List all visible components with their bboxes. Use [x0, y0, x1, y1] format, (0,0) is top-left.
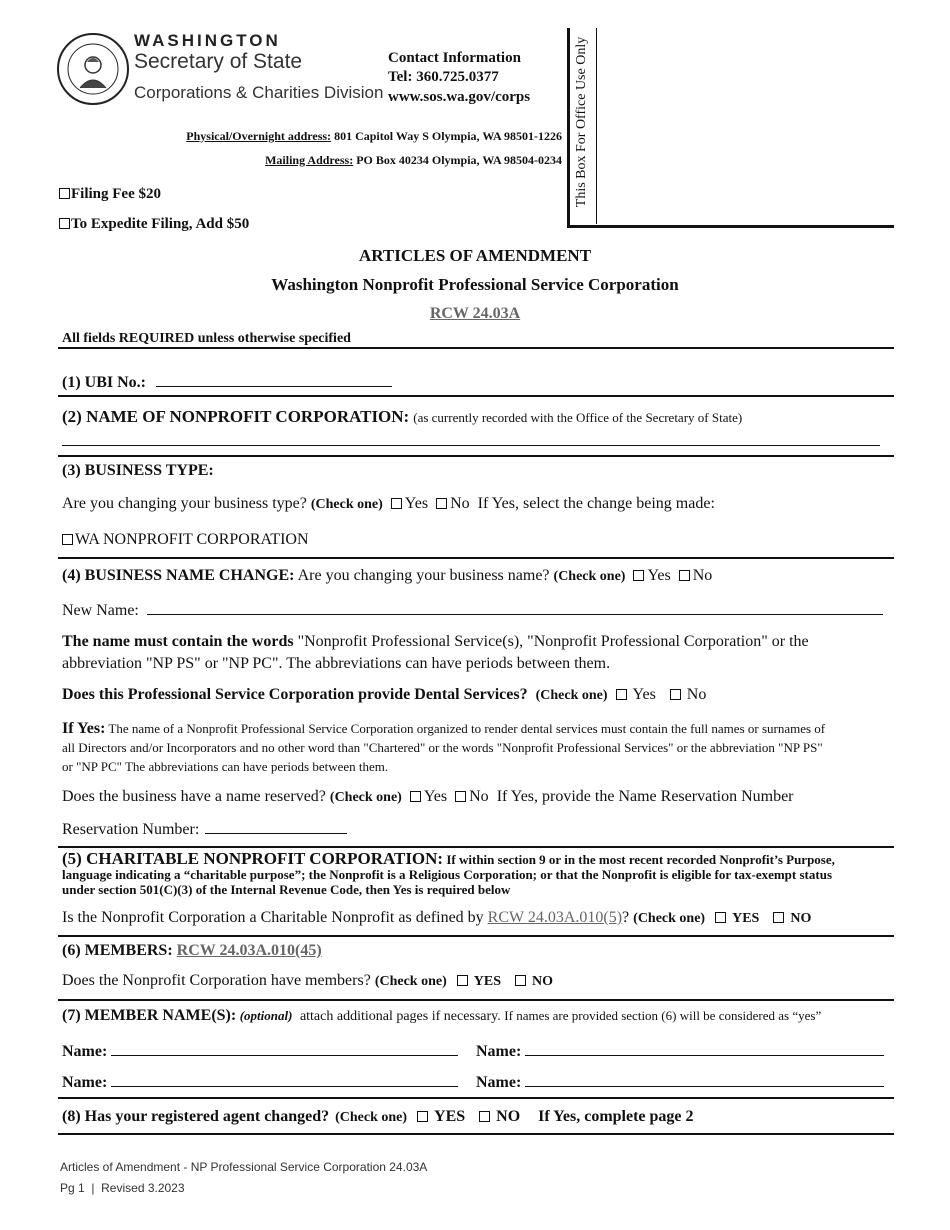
rcw-link[interactable]: RCW 24.03A — [429, 305, 521, 322]
charitable-section: (5) CHARITABLE NONPROFIT CORPORATION: If within section 9 or in the most recent recorded Nonprofit’s Purpose, language indicating a “charitable purpose”; the Nonprofit is a Religious Corporation; or that the Nonprofit is eligible for tax-exempt status under section 501(C)(3) of the Internal Revenue Code, then Yes is required below — [62, 849, 835, 897]
physical-value: 801 Capitol Way S Olympia, WA 98501-1226 — [334, 129, 562, 143]
agent-question: (8) Has your registered agent changed? (Check one) YES NO If Yes, complete page 2 — [62, 1108, 694, 1125]
new-name-field: New Name: — [62, 601, 883, 620]
form-title: ARTICLES OF AMENDMENT — [358, 246, 592, 265]
footer-page: Pg 1 | Revised 3.2023 — [60, 1181, 185, 1195]
charitable-yes-checkbox[interactable] — [715, 912, 726, 923]
name-requirement: The name must contain the words "Nonprofit Professional Service(s), "Nonprofit Professional Corporation" or the abbreviation "NP PS" or "NP PC". The abbreviations can have periods between them. — [62, 633, 809, 672]
state-seal — [56, 32, 130, 106]
mailing-address — [265, 153, 562, 168]
divider — [58, 557, 894, 559]
ubi-label: (1) UBI No.: — [62, 373, 392, 392]
name-change-no-checkbox[interactable] — [679, 570, 690, 581]
physical-label: Physical/Overnight address: — [186, 129, 332, 143]
business-type-yes-checkbox[interactable] — [391, 498, 402, 509]
reserved-yes-checkbox[interactable] — [410, 791, 421, 802]
member-name-3: Name: — [62, 1073, 458, 1092]
agent-no-checkbox[interactable] — [479, 1111, 490, 1122]
name-section — [62, 407, 742, 427]
filing-fee-checkbox[interactable] — [59, 188, 70, 199]
reservation-number-field: Reservation Number: — [62, 820, 347, 839]
physical-address — [186, 129, 562, 144]
divider — [58, 455, 894, 457]
member-name-4: Name: — [476, 1073, 884, 1092]
member-name-input[interactable] — [525, 1042, 884, 1056]
office-use-label: This Box For Office Use Only — [574, 36, 589, 208]
office-use-box — [567, 28, 894, 228]
contact-tel: Tel: 360.725.0377 — [388, 69, 499, 85]
name-label: (2) NAME OF NONPROFIT CORPORATION: — [62, 407, 410, 426]
members-header: (6) MEMBERS: RCW 24.03A.010(45) — [62, 942, 322, 959]
divider — [58, 347, 894, 349]
charitable-rcw-link[interactable]: RCW 24.03A.010(5) — [487, 909, 623, 926]
agent-yes-checkbox[interactable] — [417, 1111, 428, 1122]
contact-title: Contact Information — [388, 50, 521, 66]
dental-yes-checkbox[interactable] — [616, 689, 627, 700]
filing-fee: Filing Fee $20 — [56, 186, 161, 203]
reserved-question: Does the business have a name reserved? (Check one) Yes No If Yes, provide the Name Reservation Number — [62, 788, 794, 805]
business-type-no-checkbox[interactable] — [436, 498, 447, 509]
wa-nonprofit-checkbox[interactable] — [62, 534, 73, 545]
divider — [58, 999, 894, 1001]
name-note: (as currently recorded with the Office of the Secretary of State) — [413, 410, 743, 425]
dental-no-checkbox[interactable] — [670, 689, 681, 700]
state-word: WASHINGTON — [134, 31, 281, 50]
members-question: Does the Nonprofit Corporation have members? (Check one) YES NO — [62, 972, 553, 989]
contact-web[interactable]: www.sos.wa.gov/corps — [388, 89, 531, 105]
reserved-no-checkbox[interactable] — [455, 791, 466, 802]
name-change-yes-checkbox[interactable] — [633, 570, 644, 581]
name-change-section: (4) BUSINESS NAME CHANGE: Are you changing your business name? (Check one) Yes No — [62, 567, 713, 584]
members-no-checkbox[interactable] — [515, 975, 526, 986]
ubi-input[interactable] — [156, 373, 392, 387]
reservation-number-input[interactable] — [205, 820, 347, 834]
dental-question: Does this Professional Service Corporation provide Dental Services? (Check one) Yes No — [62, 686, 707, 703]
members-rcw-link[interactable]: RCW 24.03A.010(45) — [176, 942, 322, 959]
wa-nonprofit-option: WA NONPROFIT CORPORATION — [58, 531, 309, 549]
expedite-checkbox[interactable] — [59, 218, 70, 229]
divider — [58, 1133, 894, 1135]
required-note: All fields REQUIRED unless otherwise specified — [62, 331, 351, 346]
dental-explanation: If Yes: The name of a Nonprofit Professional Service Corporation organized to render dental services must contain the full names or surnames of all Directors and/or Incorporators and no other word than "Chartered" or the words "Nonprofit Professional Services" or the abbreviation "NP PS" or "NP PC" The abbreviations can have periods between them. — [62, 720, 826, 774]
form-subtitle: Washington Nonprofit Professional Service Corporation — [271, 275, 679, 294]
corp-name-input[interactable] — [62, 445, 880, 446]
members-yes-checkbox[interactable] — [457, 975, 468, 986]
member-name-2: Name: — [476, 1042, 884, 1061]
business-type-question: Are you changing your business type? (Check one) Yes No If Yes, select the change being made: — [62, 495, 715, 512]
divider — [58, 1097, 894, 1099]
new-name-input[interactable] — [147, 601, 883, 615]
division-line: Corporations & Charities Division — [134, 83, 384, 102]
mailing-value: PO Box 40234 Olympia, WA 98504-0234 — [356, 153, 562, 167]
divider — [58, 395, 894, 397]
member-names-header: (7) MEMBER NAME(S): (optional) attach additional pages if necessary. If names are provided section (6) will be considered as “yes” — [62, 1007, 822, 1024]
business-type-label: (3) BUSINESS TYPE: — [62, 462, 214, 479]
member-name-1: Name: — [62, 1042, 458, 1061]
charitable-no-checkbox[interactable] — [773, 912, 784, 923]
member-name-input[interactable] — [111, 1042, 458, 1056]
footer-title: Articles of Amendment - NP Professional Service Corporation 24.03A — [60, 1160, 428, 1174]
charitable-question: Is the Nonprofit Corporation a Charitable Nonprofit as defined by RCW 24.03A.010(5)? (Check one) YES NO — [62, 909, 812, 926]
sos-line: Secretary of State — [134, 50, 303, 73]
expedite: To Expedite Filing, Add $50 — [56, 216, 249, 233]
divider — [58, 935, 894, 937]
mailing-label: Mailing Address: — [265, 153, 354, 167]
divider — [58, 846, 894, 848]
member-name-input[interactable] — [111, 1073, 458, 1087]
member-name-input[interactable] — [525, 1073, 884, 1087]
